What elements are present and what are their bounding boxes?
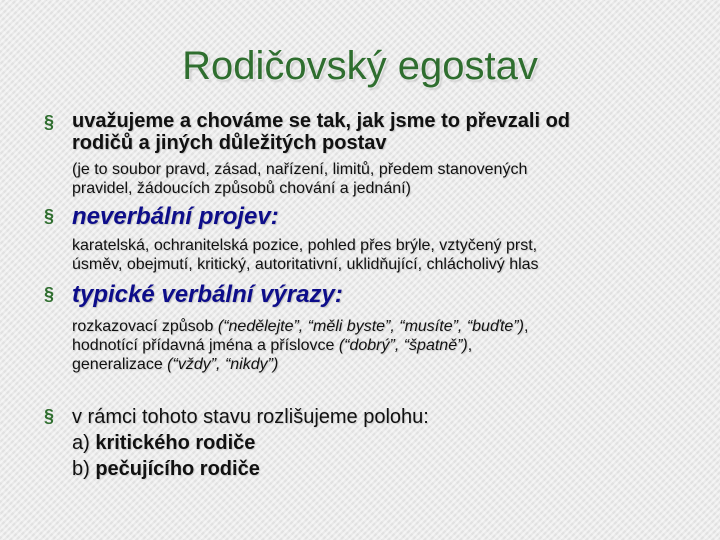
bullet-2-detail-line-1: karatelská, ochranitelská pozice, pohled přes brýle, vztyčený prst, <box>72 237 538 254</box>
bullet-icon: § <box>44 112 55 132</box>
bullet-1-detail-line-2: pravidel, žádoucích způsobů chování a jednání) <box>72 180 411 197</box>
bullet-text-1 <box>72 110 712 154</box>
bullet-4-line-1: v rámci tohoto stavu rozlišujeme polohu: <box>72 406 429 428</box>
bullet-1-line-1: uvažujeme a chováme se tak, jak jsme to převzali od <box>72 110 570 132</box>
bullet-icon: § <box>44 284 55 304</box>
bullet-3-detail-line-1: rozkazovací způsob (“nedělejte”, “měli byste”, “musíte”, “buďte”), <box>72 318 529 335</box>
bullet-1-line-2: rodičů a jiných důležitých postav <box>72 132 387 154</box>
bullet-heading-3: typické verbální výrazy: <box>72 281 343 308</box>
bullet-3-detail <box>72 317 712 374</box>
bullet-icon: § <box>44 206 55 226</box>
bullet-4-line-2: a) kritického rodiče <box>72 432 256 454</box>
bullet-3-detail-line-2: hodnotící přídavná jména a příslovce (“dobrý”, “špatně”), <box>72 337 473 354</box>
bullet-3-detail-line-3: generalizace (“vždy”, “nikdy”) <box>72 356 279 373</box>
bullet-heading-2: neverbální projev: <box>72 203 279 230</box>
bullet-2-detail <box>72 236 712 274</box>
bullet-4-line-3: b) pečujícího rodiče <box>72 458 260 480</box>
bullet-icon: § <box>44 406 55 426</box>
slide-title: Rodičovský egostav <box>182 44 538 88</box>
bullet-1-detail <box>72 160 712 198</box>
bullet-1-detail-line-1: (je to soubor pravd, zásad, nařízení, limitů, předem stanovených <box>72 161 528 178</box>
bullet-2-detail-line-2: úsměv, obejmutí, kritický, autoritativní, uklidňující, chlácholivý hlas <box>72 256 539 273</box>
bullet-text-4 <box>72 404 712 482</box>
